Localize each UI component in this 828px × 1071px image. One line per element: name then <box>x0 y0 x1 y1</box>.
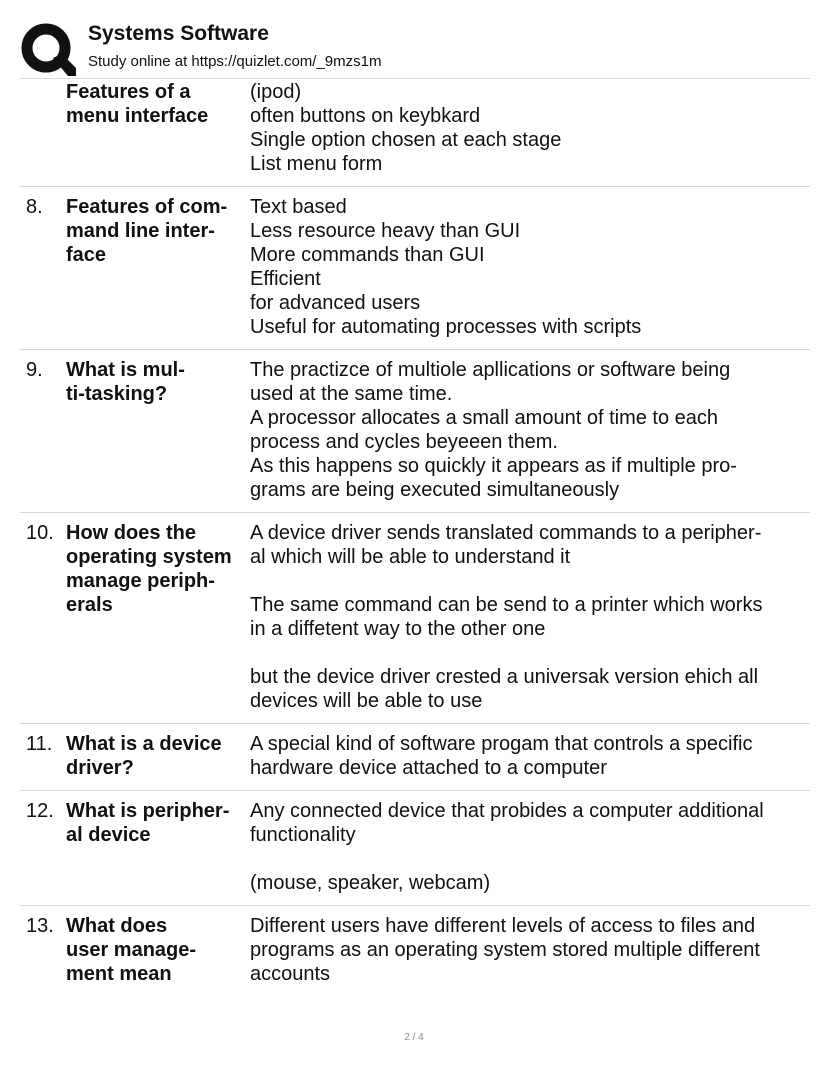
row-number <box>20 80 66 176</box>
study-link[interactable]: Study online at https://quizlet.com/_9mzs1m <box>88 53 382 70</box>
flashcard-table <box>20 78 810 996</box>
document-title: Systems Software <box>88 22 269 45</box>
row-number: 12. <box>26 800 54 822</box>
definition: A special kind of software progam that controls a specific hardware device attached to a computer <box>250 733 753 779</box>
definition: Different users have different levels of access to files and programs as an operating system stored multiple different accounts <box>250 915 760 985</box>
term: How does the operating system manage periph- erals <box>66 522 232 616</box>
table-row <box>20 512 810 723</box>
row-number: 11. <box>26 733 53 755</box>
page-number: 2 / 4 <box>404 1032 424 1043</box>
definition: Any connected device that probides a computer additional functionality (mouse, speaker, webcam) <box>250 800 764 894</box>
definition: Text based Less resource heavy than GUI More commands than GUI Efficient for advanced users Useful for automating processes with scripts <box>250 196 642 338</box>
term: What does user manage- ment mean <box>66 915 197 985</box>
term: What is peripher- al device <box>66 800 230 846</box>
quizlet-logo-icon <box>20 22 76 78</box>
row-number: 10. <box>26 522 54 544</box>
definition: A device driver sends translated commands to a peripher- al which will be able to understand it The same command can be send to a printer which works in a diffetent way to the other one but the device driver crested a universak version ehich all devices will be able to use <box>250 522 763 712</box>
term: Features of a menu interface <box>66 81 209 127</box>
row-number: 9. <box>26 359 43 381</box>
table-row <box>20 723 810 790</box>
table-row <box>20 78 810 186</box>
row-number: 8. <box>26 196 43 218</box>
definition: The practizce of multiole apllications or software being used at the same time. A processor allocates a small amount of time to each process and cycles beyeeen them. As this happens so quickly it appears as if multiple pro- grams are being executed simultaneously <box>250 359 737 501</box>
table-row <box>20 790 810 905</box>
term: Features of com- mand line inter- face <box>66 196 228 266</box>
table-row <box>20 349 810 512</box>
definition: (ipod) often buttons on keybkard Single option chosen at each stage List menu form <box>250 81 562 175</box>
row-number: 13. <box>26 915 54 937</box>
term: What is a device driver? <box>66 733 222 779</box>
table-row <box>20 905 810 996</box>
term: What is mul- ti-tasking? <box>66 359 185 405</box>
table-row <box>20 186 810 349</box>
